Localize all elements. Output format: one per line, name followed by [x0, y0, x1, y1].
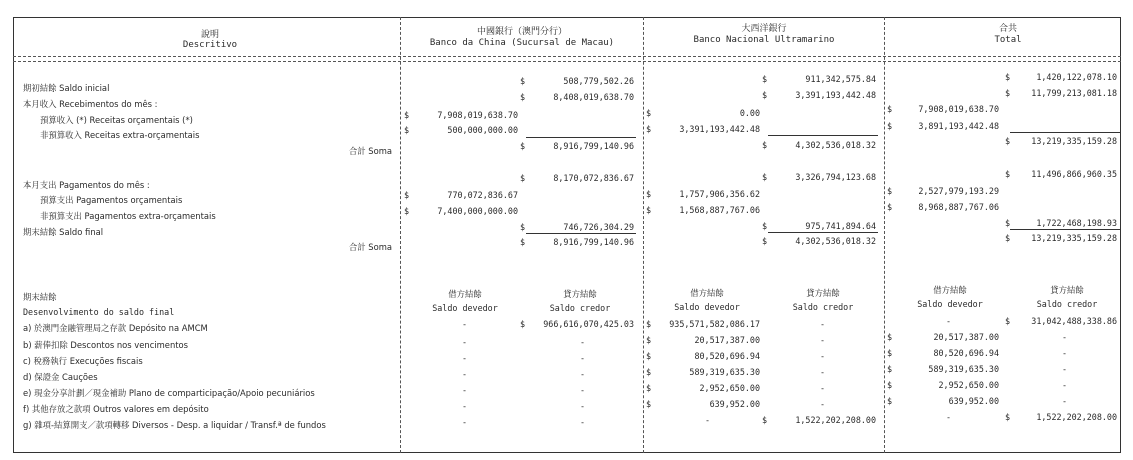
label-pagamentos-extra: 非預算支出 Pagamentos extra-orçamentais [40, 211, 216, 221]
label-soma-2: 合計 Soma [348, 242, 392, 252]
bc-devedor-pt: Saldo devedor [432, 303, 498, 313]
total-devedor-pt: Saldo devedor [917, 299, 983, 309]
bc-deposito-amcm: 966,616,070,425.03 [543, 319, 634, 329]
subtotal-rule [768, 232, 878, 233]
total-credor-pt: Saldo credor [1036, 299, 1098, 309]
dash: - [462, 353, 468, 363]
currency-symbol: $ [404, 206, 410, 216]
dash: - [820, 367, 826, 377]
bc-soma-1: 8,916,799,140.96 [553, 141, 634, 151]
header-bank1-pt: Banco da China (Sucursal de Macau) [429, 38, 615, 48]
currency-symbol: $ [887, 104, 893, 114]
bnu-descontos: 20,517,387.00 [694, 335, 760, 345]
currency-symbol: $ [404, 190, 410, 200]
bnu-saldo-final: 975,741,894.64 [805, 221, 876, 231]
total-saldo-inicial: 1,420,122,078.10 [1036, 72, 1117, 82]
total-receitas-extra: 3,891,193,442.48 [918, 121, 999, 131]
dash: - [580, 401, 586, 411]
currency-symbol: $ [404, 110, 410, 120]
bnu-credor-zh: 貸方結餘 [806, 288, 840, 298]
currency-symbol: $ [646, 108, 652, 118]
dash: - [580, 337, 586, 347]
label-receitas-extra: 非預算收入 Receitas extra-orçamentais [40, 130, 200, 140]
total-receitas-orcamentais: 7,908,019,638.70 [918, 104, 999, 114]
label-item-e: e) 現金分享計劃／現金補助 Plano de comparticipação/Apoio pecuniários [23, 388, 315, 398]
currency-symbol: $ [404, 125, 410, 135]
dash: - [1062, 380, 1068, 390]
column-divider [643, 17, 644, 453]
dash: - [946, 316, 952, 326]
currency-symbol: $ [646, 383, 652, 393]
currency-symbol: $ [762, 236, 768, 246]
bc-receitas-extra: 500,000,000.00 [447, 125, 518, 135]
bc-credor-zh: 貸方結餘 [563, 289, 597, 299]
total-execucoes-fiscais: 80,520,696.94 [933, 348, 999, 358]
label-recebimentos: 本月收入 Recebimentos do mês : [23, 99, 158, 109]
dash: - [462, 401, 468, 411]
dash: - [820, 335, 826, 345]
label-pagamentos-orcamentais: 預算支出 Pagamentos orçamentais [40, 195, 183, 205]
label-item-g: g) 雜項-結算開支／款項轉移 Diversos - Desp. a liquidar / Transf.ª de fundos [23, 420, 326, 430]
currency-symbol: $ [887, 364, 893, 374]
total-plano-comparticipacao: 2,952,650.00 [938, 380, 999, 390]
dash: - [462, 369, 468, 379]
label-item-d: d) 保證金 Cauções [23, 372, 98, 382]
total-pagamentos-total: 11,496,866,960.35 [1031, 169, 1117, 179]
label-item-b: b) 薪俸扣除 Descontos nos vencimentos [23, 340, 189, 350]
bc-pagamentos-total: 8,170,072,836.67 [553, 173, 634, 183]
total-soma-2: 13,219,335,159.28 [1031, 233, 1117, 243]
bnu-pagamentos-extra: 1,568,887,767.06 [679, 205, 760, 215]
bnu-recebimentos-total: 3,391,193,442.48 [795, 90, 876, 100]
currency-symbol: $ [520, 92, 526, 102]
bnu-pagamentos-total: 3,326,794,123.68 [795, 172, 876, 182]
total-saldo-final: 1,722,468,198.93 [1036, 218, 1117, 228]
currency-symbol: $ [887, 121, 893, 131]
currency-symbol: $ [520, 222, 526, 232]
total-soma-1: 13,219,335,159.28 [1031, 136, 1117, 146]
bc-saldo-inicial: 508,779,502.26 [563, 76, 634, 86]
dash: - [820, 351, 826, 361]
total-descontos: 20,517,387.00 [933, 332, 999, 342]
dash: - [580, 369, 586, 379]
dash: - [462, 385, 468, 395]
bnu-devedor-zh: 借方結餘 [690, 288, 724, 298]
label-soma-1: 合計 Soma [348, 146, 392, 156]
currency-symbol: $ [520, 141, 526, 151]
bnu-saldo-inicial: 911,342,575.84 [805, 74, 876, 84]
dash: - [580, 353, 586, 363]
dash: - [1062, 348, 1068, 358]
bnu-caucoes: 589,319,635.30 [689, 367, 760, 377]
bnu-diversos: 1,522,202,208.00 [795, 415, 876, 425]
header-descritivo-zh: 說明 [200, 30, 219, 40]
currency-symbol: $ [1005, 136, 1011, 146]
label-item-c: c) 稅務執行 Execuções fiscais [23, 356, 143, 366]
bnu-devedor-pt: Saldo devedor [674, 302, 740, 312]
currency-symbol: $ [762, 221, 768, 231]
header-bank1-zh: 中國銀行（澳門分行） [476, 27, 567, 37]
bc-recebimentos-total: 8,408,019,638.70 [553, 92, 634, 102]
bc-pagamentos-orcamentais: 770,072,836.67 [447, 190, 518, 200]
bnu-outros-valores: 639,952.00 [709, 399, 760, 409]
currency-symbol: $ [646, 205, 652, 215]
currency-symbol: $ [646, 367, 652, 377]
bnu-execucoes-fiscais: 80,520,696.94 [694, 351, 760, 361]
dash: - [820, 399, 826, 409]
currency-symbol: $ [887, 348, 893, 358]
header-bank2-pt: Banco Nacional Ultramarino [693, 35, 835, 45]
bnu-deposito-amcm: 935,571,582,086.17 [669, 319, 760, 329]
bc-pagamentos-extra: 7,400,000,000.00 [437, 206, 518, 216]
label-item-f: f) 其他存放之款項 Outros valores em depósito [23, 404, 209, 414]
currency-symbol: $ [646, 351, 652, 361]
dash: - [462, 417, 468, 427]
header-bank2-zh: 大西洋銀行 [741, 24, 787, 34]
total-deposito-amcm: 31,042,488,338.86 [1031, 316, 1117, 326]
dash: - [462, 337, 468, 347]
dash: - [1062, 364, 1068, 374]
label-item-a: a) 於澳門金融管理局之存款 Depósito na AMCM [23, 323, 208, 333]
currency-symbol: $ [762, 74, 768, 84]
label-saldo-final: 期末結餘 Saldo final [23, 227, 104, 237]
dash: - [946, 412, 952, 422]
bnu-receitas-orcamentais: 0.00 [739, 108, 760, 118]
currency-symbol: $ [887, 202, 893, 212]
total-caucoes: 589,319,635.30 [928, 364, 999, 374]
currency-symbol: $ [762, 172, 768, 182]
currency-symbol: $ [1005, 88, 1011, 98]
dash: - [705, 415, 711, 425]
bnu-plano-comparticipacao: 2,952,650.00 [699, 383, 760, 393]
currency-symbol: $ [646, 124, 652, 134]
total-outros-valores: 639,952.00 [948, 396, 999, 406]
column-divider [400, 17, 401, 453]
subtotal-rule [526, 233, 636, 234]
dash: - [1062, 396, 1068, 406]
bc-soma-2: 8,916,799,140.96 [553, 237, 634, 247]
subtotal-rule [1010, 229, 1120, 230]
currency-symbol: $ [762, 415, 768, 425]
dash: - [580, 385, 586, 395]
currency-symbol: $ [1005, 169, 1011, 179]
label-pagamentos: 本月支出 Pagamentos do mês : [23, 180, 150, 190]
bnu-credor-pt: Saldo credor [792, 302, 854, 312]
label-desenvolvimento-pt: Desenvolvimento do saldo final [23, 307, 175, 317]
currency-symbol: $ [1005, 412, 1011, 422]
total-pagamentos-extra: 8,968,887,767.06 [918, 202, 999, 212]
currency-symbol: $ [887, 380, 893, 390]
currency-symbol: $ [520, 173, 526, 183]
currency-symbol: $ [887, 332, 893, 342]
currency-symbol: $ [1005, 316, 1011, 326]
dash: - [820, 383, 826, 393]
subtotal-rule [1010, 132, 1120, 133]
header-total-pt: Total [994, 35, 1022, 45]
currency-symbol: $ [887, 396, 893, 406]
total-recebimentos-total: 11,799,213,081.18 [1031, 88, 1117, 98]
dash: - [1062, 332, 1068, 342]
currency-symbol: $ [520, 237, 526, 247]
total-devedor-zh: 借方結餘 [933, 285, 967, 295]
dash: - [820, 319, 826, 329]
header-total-zh: 合共 [998, 24, 1017, 34]
total-diversos: 1,522,202,208.00 [1036, 412, 1117, 422]
bnu-soma-1: 4,302,536,018.32 [795, 140, 876, 150]
label-saldo-inicial: 期初結餘 Saldo inicial [23, 83, 110, 93]
currency-symbol: $ [1005, 218, 1011, 228]
currency-symbol: $ [520, 76, 526, 86]
total-pagamentos-orcamentais: 2,527,979,193.29 [918, 186, 999, 196]
header-descritivo-pt: Descritivo [182, 40, 238, 50]
header-divider [13, 56, 1121, 57]
currency-symbol: $ [646, 189, 652, 199]
currency-symbol: $ [1005, 233, 1011, 243]
currency-symbol: $ [646, 335, 652, 345]
currency-symbol: $ [762, 90, 768, 100]
total-credor-zh: 貸方結餘 [1050, 285, 1084, 295]
subtotal-rule [768, 135, 878, 136]
bc-credor-pt: Saldo credor [549, 303, 611, 313]
bnu-soma-2: 4,302,536,018.32 [795, 236, 876, 246]
bc-saldo-final: 746,726,304.29 [563, 222, 634, 232]
currency-symbol: $ [646, 319, 652, 329]
bnu-receitas-extra: 3,391,193,442.48 [679, 124, 760, 134]
currency-symbol: $ [887, 186, 893, 196]
subtotal-rule [526, 137, 636, 138]
currency-symbol: $ [1005, 72, 1011, 82]
currency-symbol: $ [762, 140, 768, 150]
bc-devedor-zh: 借方結餘 [448, 289, 482, 299]
currency-symbol: $ [646, 399, 652, 409]
currency-symbol: $ [520, 319, 526, 329]
label-receitas-orcamentais: 預算收入 (*) Receitas orçamentais (*) [40, 115, 193, 125]
header-divider [13, 61, 1121, 62]
label-desenvolvimento-zh: 期末結餘 [23, 292, 57, 302]
bnu-pagamentos-orcamentais: 1,757,906,356.62 [679, 189, 760, 199]
dash: - [462, 319, 468, 329]
column-divider [884, 17, 885, 453]
dash: - [580, 417, 586, 427]
bc-receitas-orcamentais: 7,908,019,638.70 [437, 110, 518, 120]
